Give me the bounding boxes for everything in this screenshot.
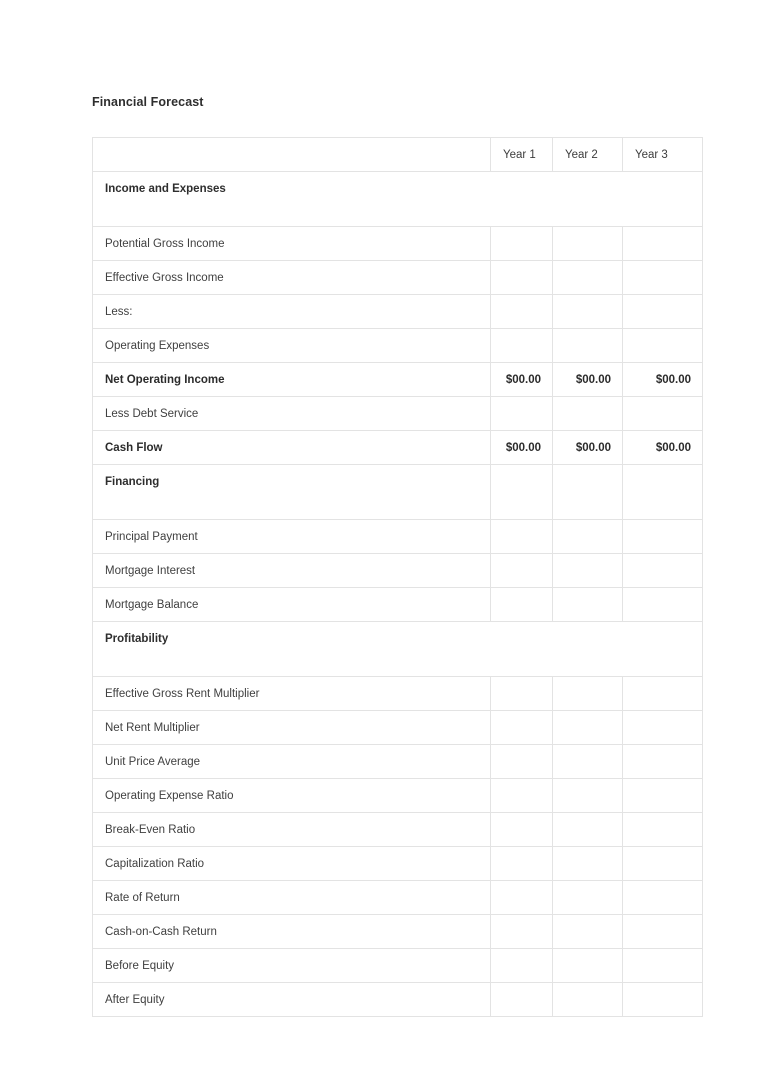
row-label-mortgage-balance: Mortgage Balance: [93, 588, 491, 622]
cell-cash-flow-year-1[interactable]: $00.00: [491, 431, 553, 465]
cell-net-operating-income-year-1[interactable]: $00.00: [491, 363, 553, 397]
cell-unit-price-average-year-3[interactable]: [623, 745, 703, 779]
table-row: [93, 261, 703, 295]
table-header-row: [93, 138, 703, 172]
row-label-rate-of-return: Rate of Return: [93, 881, 491, 915]
row-label-operating-expenses: Operating Expenses: [93, 329, 491, 363]
cell-operating-expenses-year-2[interactable]: [553, 329, 623, 363]
table-row: [93, 711, 703, 745]
section-header-row-income-and-expenses: [93, 172, 703, 227]
cell-operating-expense-ratio-year-2[interactable]: [553, 779, 623, 813]
row-label-less-debt-service: Less Debt Service: [93, 397, 491, 431]
row-label-after-equity: After Equity: [93, 983, 491, 1017]
cell-mortgage-interest-year-3[interactable]: [623, 554, 703, 588]
cell-potential-gross-income-year-3[interactable]: [623, 227, 703, 261]
cell-before-equity-year-2[interactable]: [553, 949, 623, 983]
row-label-capitalization-ratio: Capitalization Ratio: [93, 847, 491, 881]
cell-principal-payment-year-1[interactable]: [491, 520, 553, 554]
cell-less-year-3[interactable]: [623, 295, 703, 329]
cell-after-equity-year-2[interactable]: [553, 983, 623, 1017]
cell-unit-price-average-year-1[interactable]: [491, 745, 553, 779]
section-title-profitability: Profitability: [93, 622, 703, 677]
cell-rate-of-return-year-3[interactable]: [623, 881, 703, 915]
section-header-row-profitability: [93, 622, 703, 677]
cell-after-equity-year-1[interactable]: [491, 983, 553, 1017]
cell-cash-flow-year-2[interactable]: $00.00: [553, 431, 623, 465]
cell-break-even-ratio-year-2[interactable]: [553, 813, 623, 847]
cell-cash-on-cash-return-year-1[interactable]: [491, 915, 553, 949]
table-row: [93, 363, 703, 397]
cell-break-even-ratio-year-1[interactable]: [491, 813, 553, 847]
table-row: [93, 677, 703, 711]
table-row: [93, 745, 703, 779]
table-row: [93, 554, 703, 588]
cell-cash-on-cash-return-year-2[interactable]: [553, 915, 623, 949]
table-row: [93, 431, 703, 465]
row-label-principal-payment: Principal Payment: [93, 520, 491, 554]
cell-effective-gross-rent-multiplier-year-1[interactable]: [491, 677, 553, 711]
cell-financing-year-2[interactable]: [553, 465, 623, 520]
financial-forecast-table: [92, 137, 703, 1017]
cell-operating-expense-ratio-year-3[interactable]: [623, 779, 703, 813]
cell-operating-expenses-year-1[interactable]: [491, 329, 553, 363]
row-label-before-equity: Before Equity: [93, 949, 491, 983]
cell-principal-payment-year-3[interactable]: [623, 520, 703, 554]
row-label-cash-flow: Cash Flow: [93, 431, 491, 465]
row-label-operating-expense-ratio: Operating Expense Ratio: [93, 779, 491, 813]
cell-cash-on-cash-return-year-3[interactable]: [623, 915, 703, 949]
cell-capitalization-ratio-year-2[interactable]: [553, 847, 623, 881]
section-title-income-and-expenses: Income and Expenses: [93, 172, 703, 227]
cell-capitalization-ratio-year-1[interactable]: [491, 847, 553, 881]
row-label-cash-on-cash-return: Cash-on-Cash Return: [93, 915, 491, 949]
table-row: [93, 329, 703, 363]
table-row: [93, 588, 703, 622]
cell-effective-gross-income-year-1[interactable]: [491, 261, 553, 295]
row-label-mortgage-interest: Mortgage Interest: [93, 554, 491, 588]
table-row: [93, 295, 703, 329]
section-title-financing: Financing: [93, 465, 491, 520]
row-label-effective-gross-income: Effective Gross Income: [93, 261, 491, 295]
cell-potential-gross-income-year-2[interactable]: [553, 227, 623, 261]
cell-potential-gross-income-year-1[interactable]: [491, 227, 553, 261]
row-label-net-rent-multiplier: Net Rent Multiplier: [93, 711, 491, 745]
cell-financing-year-3[interactable]: [623, 465, 703, 520]
row-label-unit-price-average: Unit Price Average: [93, 745, 491, 779]
cell-less-debt-service-year-1[interactable]: [491, 397, 553, 431]
cell-operating-expense-ratio-year-1[interactable]: [491, 779, 553, 813]
table-row: [93, 397, 703, 431]
header-cell-year-1: Year 1: [491, 138, 553, 172]
table-row: [93, 813, 703, 847]
cell-net-rent-multiplier-year-1[interactable]: [491, 711, 553, 745]
cell-less-debt-service-year-3[interactable]: [623, 397, 703, 431]
cell-break-even-ratio-year-3[interactable]: [623, 813, 703, 847]
cell-less-debt-service-year-2[interactable]: [553, 397, 623, 431]
cell-mortgage-balance-year-3[interactable]: [623, 588, 703, 622]
cell-operating-expenses-year-3[interactable]: [623, 329, 703, 363]
cell-effective-gross-income-year-2[interactable]: [553, 261, 623, 295]
table-row: [93, 520, 703, 554]
cell-effective-gross-rent-multiplier-year-3[interactable]: [623, 677, 703, 711]
header-cell-year-2: Year 2: [553, 138, 623, 172]
cell-before-equity-year-1[interactable]: [491, 949, 553, 983]
table-row: [93, 227, 703, 261]
row-label-less: Less:: [93, 295, 491, 329]
header-cell-blank: [93, 138, 491, 172]
cell-rate-of-return-year-1[interactable]: [491, 881, 553, 915]
cell-capitalization-ratio-year-3[interactable]: [623, 847, 703, 881]
cell-after-equity-year-3[interactable]: [623, 983, 703, 1017]
header-cell-year-3: Year 3: [623, 138, 703, 172]
table-row: [93, 983, 703, 1017]
cell-mortgage-interest-year-2[interactable]: [553, 554, 623, 588]
table-row: [93, 847, 703, 881]
cell-effective-gross-income-year-3[interactable]: [623, 261, 703, 295]
table-row: [93, 881, 703, 915]
row-label-break-even-ratio: Break-Even Ratio: [93, 813, 491, 847]
cell-mortgage-interest-year-1[interactable]: [491, 554, 553, 588]
cell-net-operating-income-year-2[interactable]: $00.00: [553, 363, 623, 397]
cell-less-year-1[interactable]: [491, 295, 553, 329]
cell-before-equity-year-3[interactable]: [623, 949, 703, 983]
cell-less-year-2[interactable]: [553, 295, 623, 329]
cell-principal-payment-year-2[interactable]: [553, 520, 623, 554]
cell-rate-of-return-year-2[interactable]: [553, 881, 623, 915]
cell-unit-price-average-year-2[interactable]: [553, 745, 623, 779]
cell-cash-flow-year-3[interactable]: $00.00: [623, 431, 703, 465]
table-row: [93, 949, 703, 983]
row-label-effective-gross-rent-multiplier: Effective Gross Rent Multiplier: [93, 677, 491, 711]
cell-effective-gross-rent-multiplier-year-2[interactable]: [553, 677, 623, 711]
cell-net-rent-multiplier-year-3[interactable]: [623, 711, 703, 745]
table-row: [93, 915, 703, 949]
table-row: [93, 779, 703, 813]
cell-mortgage-balance-year-2[interactable]: [553, 588, 623, 622]
cell-mortgage-balance-year-1[interactable]: [491, 588, 553, 622]
section-header-row-financing: [93, 465, 703, 520]
cell-net-operating-income-year-3[interactable]: $00.00: [623, 363, 703, 397]
cell-net-rent-multiplier-year-2[interactable]: [553, 711, 623, 745]
page-title: Financial Forecast: [92, 95, 204, 109]
row-label-net-operating-income: Net Operating Income: [93, 363, 491, 397]
row-label-potential-gross-income: Potential Gross Income: [93, 227, 491, 261]
cell-financing-year-1[interactable]: [491, 465, 553, 520]
